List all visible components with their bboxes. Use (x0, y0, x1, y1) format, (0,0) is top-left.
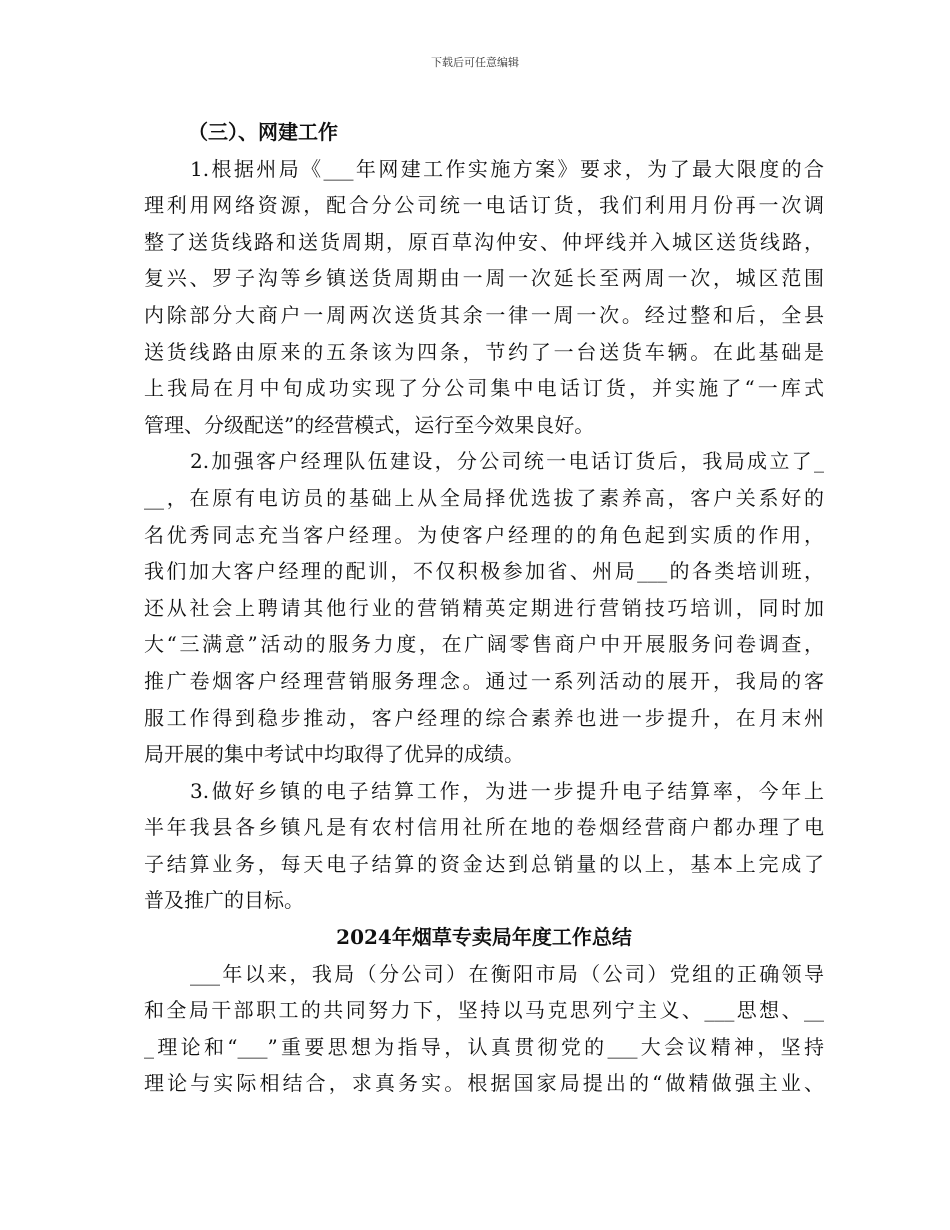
paragraph-line: 大“三满意”活动的服务力度，在广阔零售商户中开展服务问卷调查， (144, 632, 824, 657)
paragraph-line: 理利用网络资源，配合分公司统一电话订货，我们利用月份再一次调 (144, 193, 824, 218)
paragraph-line: 内除部分大商户一周两次送货其余一律一周一次。经过整和后，全县 (144, 302, 824, 327)
paragraph-line: 还从社会上聘请其他行业的营销精英定期进行营销技巧培训，同时加 (144, 595, 824, 620)
paragraph-line: 子结算业务，每天电子结算的资金达到总销量的以上，基本上完成了 (144, 851, 824, 876)
paragraph-line: 管理、分级配送”的经营模式，运行至今效果良好。 (144, 412, 595, 437)
paragraph-line: 局开展的集中考试中均取得了优异的成绩。 (144, 742, 524, 767)
paragraph-3 (144, 773, 824, 919)
paragraph-1 (144, 151, 824, 444)
paragraph-line: 3.做好乡镇的电子结算工作，为进一步提升电子结算率，今年上 (190, 778, 824, 803)
intro-paragraph (144, 956, 824, 1102)
paragraph-line: 服工作得到稳步推动，客户经理的综合素养也进一步提升，在月末州 (144, 705, 824, 730)
paragraph-line: 普及推广的目标。 (144, 888, 304, 913)
page-header: 下载后可任意编辑 (431, 56, 519, 69)
paragraph-line: 推广卷烟客户经理营销服务理念。通过一系列活动的展开，我局的客 (144, 668, 824, 693)
paragraph-line: 上我局在月中旬成功实现了分公司集中电话订货，并实施了“一库式 (144, 376, 824, 401)
paragraph-line: ___年以来，我局（分公司）在衡阳市局（公司）党组的正确领导 (190, 961, 824, 986)
paragraph-line: 1.根据州局《___年网建工作实施方案》要求，为了最大限度的合 (190, 156, 824, 181)
paragraph-line: __，在原有电访员的基础上从全局择优选拔了素养高，客户关系好的 (144, 485, 824, 510)
paragraph-line: 送货线路由原来的五条该为四条，节约了一台送货车辆。在此基础是 (144, 339, 824, 364)
paragraph-line: 和全局干部职工的共同努力下，坚持以马克思列宁主义、___思想、__ (144, 998, 824, 1023)
section-heading: （三）、网建工作 (188, 120, 338, 144)
document-body (144, 114, 824, 1102)
paragraph-2 (144, 443, 824, 772)
paragraph-line: 复兴、罗子沟等乡镇送货周期由一周一次延长至两周一次，城区范围 (144, 266, 824, 291)
paragraph-line: 半年我县各乡镇凡是有农村信用社所在地的卷烟经营商户都办理了电 (144, 815, 824, 840)
paragraph-line: 理论与实际相结合，求真务实。根据国家局提出的“做精做强主业、 (144, 1071, 824, 1096)
paragraph-line: _理论和“___”重要思想为指导，认真贯彻党的___大会议精神，坚持 (144, 1034, 824, 1059)
paragraph-line: 名优秀同志充当客户经理。为使客户经理的的角色起到实质的作用， (144, 522, 824, 547)
document-title: 2024年烟草专卖局年度工作总结 (336, 925, 632, 950)
paragraph-line: 我们加大客户经理的配训，不仅积极参加省、州局___的各类培训班， (144, 559, 824, 584)
paragraph-line: 2.加强客户经理队伍建设，分公司统一电话订货后，我局成立了_ (190, 449, 824, 474)
paragraph-line: 整了送货线路和送货周期，原百草沟仲安、仲坪线并入城区送货线路， (144, 229, 824, 254)
